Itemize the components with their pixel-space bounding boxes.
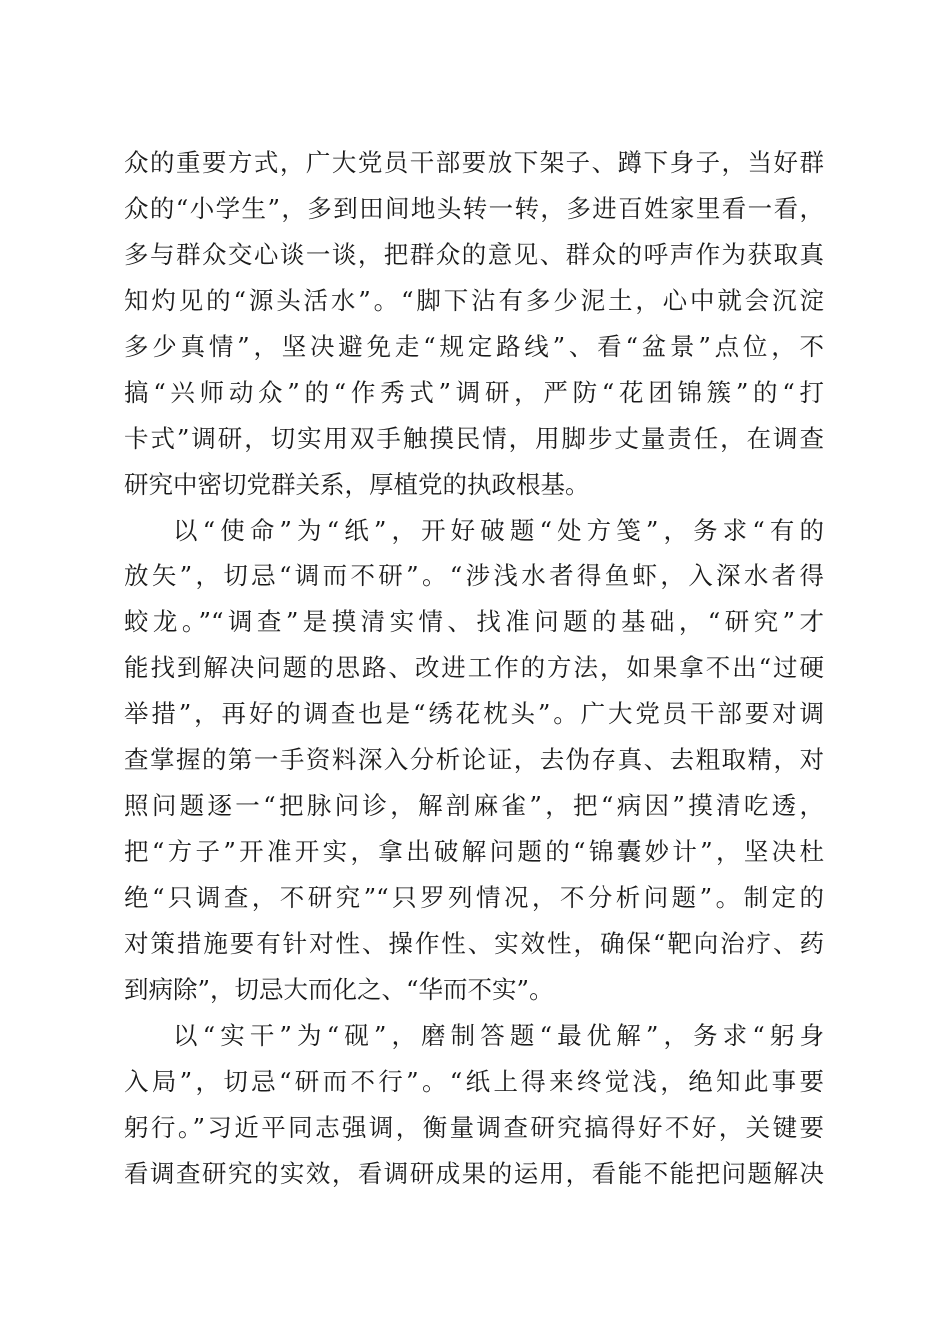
- paragraph-line: 看调查研究的实效，看调研成果的运用，看能不能把问题解决: [124, 1158, 824, 1188]
- paragraph-line: 绝“只调查，不研究”“只罗列情况，不分析问题”。制定的: [124, 883, 824, 912]
- paragraph-line: 蛟龙。”“调查”是摸清实情、找准问题的基础，“研究”才: [124, 607, 824, 637]
- paragraph-line: 众的重要方式，广大党员干部要放下架子、蹲下身子，当好群: [124, 148, 824, 177]
- paragraph-line: 知灼见的“源头活水”。“脚下沾有多少泥土，心中就会沉淀: [124, 285, 824, 315]
- paragraph-first-line: 以“实干”为“砚”，磨制答题“最优解”，务求“躬身: [173, 1020, 824, 1050]
- paragraph-line: 众的“小学生”，多到田间地头转一转，多进百姓家里看一看，: [124, 193, 824, 223]
- paragraph-line: 研究中密切党群关系，厚植党的执政根基。: [124, 469, 590, 499]
- paragraph-line: 举措”，再好的调查也是“绣花枕头”。广大党员干部要对调: [124, 699, 824, 729]
- paragraph-line: 放矢”，切忌“调而不研”。“涉浅水者得鱼虾，入深水者得: [124, 561, 824, 591]
- paragraph-first-line: 以“使命”为“纸”，开好破题“处方笺”，务求“有的: [173, 515, 824, 545]
- paragraph-line: 卡式”调研，切实用双手触摸民情，用脚步丈量责任，在调查: [124, 423, 824, 453]
- paragraph-line: 照问题逐一“把脉问诊，解剖麻雀”，把“病因”摸清吃透，: [124, 791, 824, 821]
- paragraph-line: 多少真情”，坚决避免走“规定路线”、看“盆景”点位，不: [124, 331, 824, 361]
- paragraph-line: 把“方子”开准开实，拿出破解问题的“锦囊妙计”，坚决杜: [124, 837, 824, 867]
- paragraph-line: 对策措施要有针对性、操作性、实效性，确保“靶向治疗、药: [124, 928, 824, 958]
- paragraph-line: 到病除”，切忌大而化之、“华而不实”。: [124, 974, 554, 1004]
- paragraph-line: 躬行。”习近平同志强调，衡量调查研究搞得好不好，关键要: [124, 1112, 824, 1142]
- body-text: [124, 140, 824, 1197]
- paragraph-line: 能找到解决问题的思路、改进工作的方法，如果拿不出“过硬: [124, 653, 824, 683]
- paragraph-line: 多与群众交心谈一谈，把群众的意见、群众的呼声作为获取真: [124, 239, 824, 269]
- paragraph-line: 查掌握的第一手资料深入分析论证，去伪存真、去粗取精，对: [124, 745, 824, 775]
- paragraph-line: 入局”，切忌“研而不行”。“纸上得来终觉浅，绝知此事要: [124, 1066, 824, 1096]
- paragraph-line: 搞“兴师动众”的“作秀式”调研，严防“花团锦簇”的“打: [124, 377, 824, 407]
